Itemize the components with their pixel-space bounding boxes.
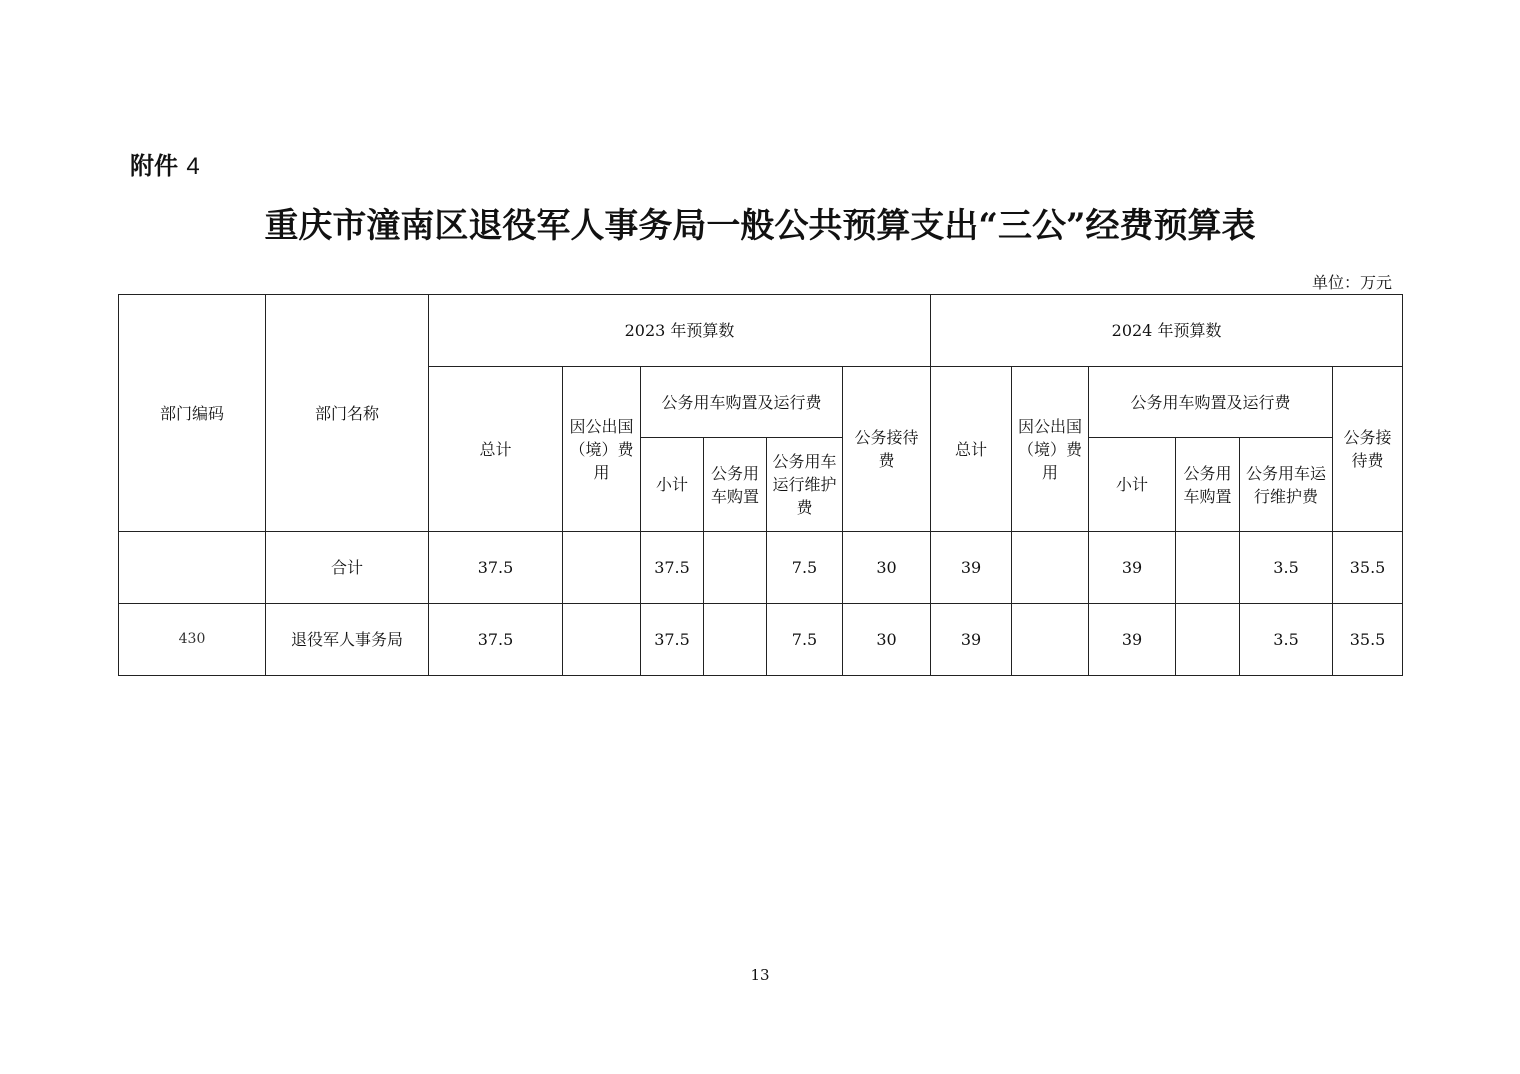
header-maintenance-2024: 公务用车运行维护费 (1240, 438, 1333, 532)
cell-2023-reception: 30 (843, 604, 931, 676)
header-year-2023: 2023 年预算数 (429, 295, 931, 367)
page-number: 13 (750, 966, 770, 984)
cell-2023-maintenance: 7.5 (767, 604, 843, 676)
cell-2024-total: 39 (931, 532, 1012, 604)
header-year-2024: 2024 年预算数 (931, 295, 1403, 367)
cell-code: 430 (119, 604, 266, 676)
unit-label: 单位：万元 (1311, 273, 1392, 292)
header-dept-name: 部门名称 (266, 295, 429, 532)
document-title: 重庆市潼南区退役军人事务局一般公共预算支出“三公”经费预算表 (264, 206, 1256, 246)
table-row-dept (119, 604, 1403, 676)
cell-2023-purchase (704, 532, 767, 604)
header-reception-2023: 公务接待费 (843, 367, 931, 532)
header-maintenance-2023: 公务用车运行维护费 (767, 438, 843, 532)
cell-2024-purchase (1176, 604, 1240, 676)
cell-2023-maintenance: 7.5 (767, 532, 843, 604)
header-purchase-2024: 公务用车购置 (1176, 438, 1240, 532)
header-row-1 (119, 295, 1403, 367)
attachment-number: 4 (186, 153, 200, 180)
cell-name: 退役军人事务局 (266, 604, 429, 676)
header-total-2023: 总计 (429, 367, 563, 532)
cell-code (119, 532, 266, 604)
table-row-total (119, 532, 1403, 604)
header-abroad-2024: 因公出国（境）费用 (1012, 367, 1089, 532)
header-vehicle-2024: 公务用车购置及运行费 (1089, 367, 1333, 438)
attachment-text: 附件 (130, 152, 178, 180)
header-vehicle-2023: 公务用车购置及运行费 (641, 367, 843, 438)
header-reception-2024: 公务接待费 (1333, 367, 1403, 532)
cell-2024-maintenance: 3.5 (1240, 532, 1333, 604)
cell-2023-subtotal: 37.5 (641, 532, 704, 604)
header-total-2024: 总计 (931, 367, 1012, 532)
cell-2024-reception: 35.5 (1333, 532, 1403, 604)
cell-2023-total: 37.5 (429, 532, 563, 604)
cell-2023-purchase (704, 604, 767, 676)
header-purchase-2023: 公务用车购置 (704, 438, 767, 532)
cell-name: 合计 (266, 532, 429, 604)
cell-2023-reception: 30 (843, 532, 931, 604)
cell-2023-total: 37.5 (429, 604, 563, 676)
cell-2024-purchase (1176, 532, 1240, 604)
cell-2024-subtotal: 39 (1089, 532, 1176, 604)
cell-2023-abroad (563, 532, 641, 604)
cell-2024-maintenance: 3.5 (1240, 604, 1333, 676)
cell-2023-subtotal: 37.5 (641, 604, 704, 676)
cell-2023-abroad (563, 604, 641, 676)
header-subtotal-2023: 小计 (641, 438, 704, 532)
cell-2024-abroad (1012, 532, 1089, 604)
header-dept-code: 部门编码 (119, 295, 266, 532)
attachment-label (130, 146, 200, 181)
budget-table (118, 294, 1403, 676)
cell-2024-reception: 35.5 (1333, 604, 1403, 676)
cell-2024-subtotal: 39 (1089, 604, 1176, 676)
header-subtotal-2024: 小计 (1089, 438, 1176, 532)
cell-2024-abroad (1012, 604, 1089, 676)
cell-2024-total: 39 (931, 604, 1012, 676)
header-abroad-2023: 因公出国（境）费用 (563, 367, 641, 532)
